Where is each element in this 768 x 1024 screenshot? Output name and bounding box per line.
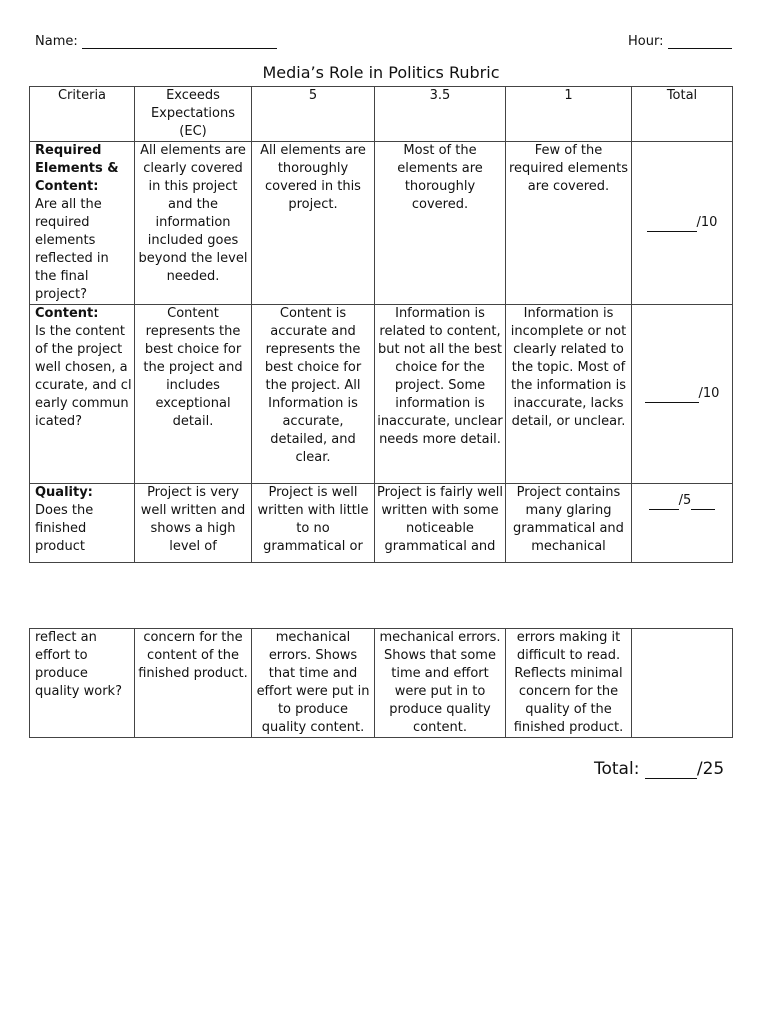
exceeds-cell: Content represents the best choice for the project and includes exceptional detail. [135,305,252,484]
score-1-cell: Information is incomplete or not clearly related to the topic. Most of the information is inaccurate, lacks detail, or unclear. [506,305,632,484]
grand-total-max: /25 [696,759,725,779]
criteria-question: Are all the required elements reflected in the final project? [35,197,109,302]
criteria-cell [30,484,135,563]
col-header-5: 5 [252,87,375,142]
score-3-5-cell: Information is related to content, but not all the best choice for the project. Some information is inaccurate, unclear needs more detail. [375,305,506,484]
criteria-cell [30,305,135,484]
score-5-cell: mechanical errors. Shows that time and effort were put in to produce quality content. [252,629,375,738]
criteria-question: Is the content of the project well chosen, accurate, and clearly communicated? [35,324,132,429]
score-blank[interactable] [649,509,679,510]
total-cell [632,629,733,738]
score-blank-trailing [691,509,715,510]
score-5-cell: All elements are thoroughly covered in this project. [252,142,375,305]
page-title: Media’s Role in Politics Rubric [262,63,500,82]
name-field[interactable] [35,34,277,49]
total-cell[interactable] [632,142,733,305]
score-1-cell: Project contains many glaring grammatical and mechanical [506,484,632,563]
rubric-table-continued [29,628,733,738]
col-header-exceeds: Exceeds Expectations (EC) [135,87,252,142]
total-max: /5 [678,493,692,508]
total-cell[interactable] [632,305,733,484]
exceeds-cell: All elements are clearly covered in this project and the information included goes beyond the level needed. [135,142,252,305]
hour-field[interactable] [628,34,732,49]
score-5-cell: Project is well written with little to no grammatical or [252,484,375,563]
col-header-criteria: Criteria [30,87,135,142]
grand-total[interactable] [594,759,724,779]
col-header-3-5: 3.5 [375,87,506,142]
score-1-cell: Few of the required elements are covered. [506,142,632,305]
table-header-row [30,87,733,142]
table-row [30,484,733,563]
total-max: /10 [696,215,718,230]
grand-total-blank[interactable] [645,778,697,779]
table-row [30,305,733,484]
score-1-cell: errors making it difficult to read. Reflects minimal concern for the quality of the finished product. [506,629,632,738]
grand-total-label: Total: [594,759,640,779]
col-header-total: Total [632,87,733,142]
score-5-cell: Content is accurate and represents the best choice for the project. All Information is accurate, detailed, and clear. [252,305,375,484]
hour-label: Hour: [628,34,664,49]
hour-blank-line[interactable] [668,34,732,49]
score-3-5-cell: mechanical errors. Shows that some time and effort were put in to produce quality content. [375,629,506,738]
exceeds-cell: Project is very well written and shows a high level of [135,484,252,563]
total-max: /10 [698,386,720,401]
score-3-5-cell: Project is fairly well written with some noticeable grammatical and [375,484,506,563]
name-label: Name: [35,34,78,49]
criteria-heading: Content: [35,306,99,321]
rubric-table [29,86,733,563]
col-header-1: 1 [506,87,632,142]
table-row [30,142,733,305]
criteria-heading: Required Elements & Content: [35,143,119,194]
total-cell[interactable] [632,484,733,563]
score-blank[interactable] [645,402,699,403]
criteria-question-part1: Does the finished product [35,503,94,554]
name-blank-line[interactable] [82,34,277,49]
criteria-cell: reflect an effort to produce quality work? [30,629,135,738]
table-row [30,629,733,738]
criteria-cell [30,142,135,305]
criteria-heading: Quality: [35,485,93,500]
score-blank[interactable] [647,231,697,232]
score-3-5-cell: Most of the elements are thoroughly covered. [375,142,506,305]
exceeds-cell: concern for the content of the finished product. [135,629,252,738]
